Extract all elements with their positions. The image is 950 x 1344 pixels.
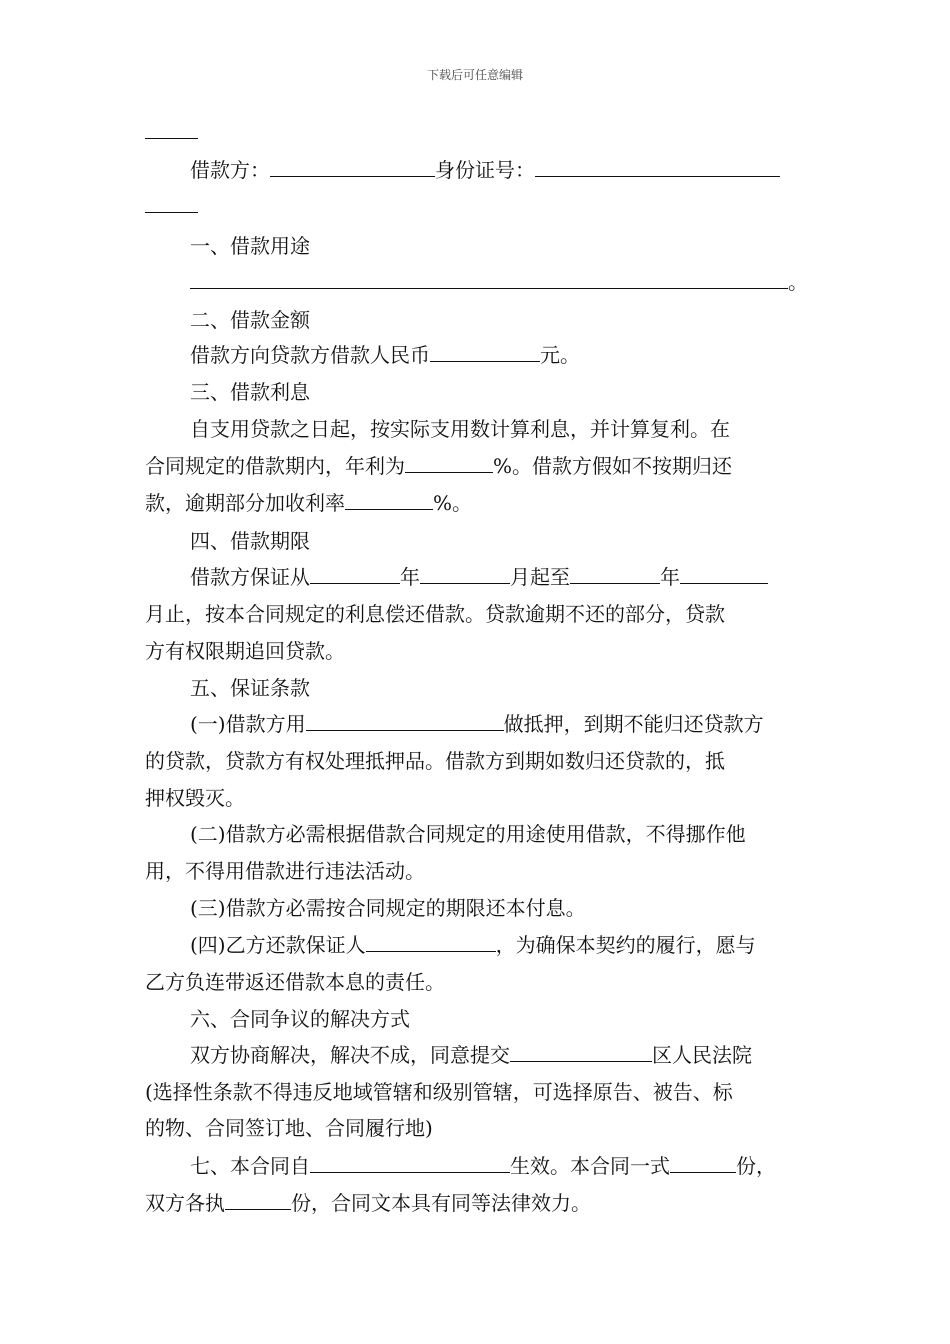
guarantee-1-line-2: 的贷款，贷款方有权处理抵押品。借款方到期如数归还贷款的，抵 — [145, 749, 725, 773]
guarantee-2-line-2: 用，不得用借款进行违法活动。 — [145, 859, 425, 883]
page-header: 下载后可任意编辑 — [426, 68, 523, 82]
amount-blank[interactable] — [430, 341, 540, 362]
dispute-line-1: 双方协商解决，解决不成，同意提交 区人民法院 — [190, 1043, 752, 1067]
purpose-blank[interactable] — [190, 268, 788, 289]
id-number-label: 身份证号： — [435, 158, 535, 182]
guarantee-1-line-1: (一)借款方用 做抵押，到期不能归还贷款方 — [190, 712, 764, 736]
overdue-rate-blank[interactable] — [345, 489, 433, 510]
copies-total-blank[interactable] — [670, 1152, 736, 1173]
court-blank[interactable] — [510, 1041, 652, 1062]
purpose-line: 。 — [190, 268, 808, 296]
section-3-heading: 三、借款利息 — [190, 380, 310, 404]
guarantee-3-line: (三)借款方必需按合同规定的期限还本付息。 — [190, 896, 586, 920]
interest-para-line-2: 合同规定的借款期内，年利为 %。借款方假如不按期归还 — [145, 454, 733, 478]
borrower-line — [190, 156, 780, 184]
section-7-line-1: 七、本合同自 生效。本合同一式 份， — [190, 1154, 776, 1178]
start-year-blank[interactable] — [310, 563, 400, 584]
annual-rate-blank[interactable] — [405, 452, 493, 473]
effective-date-blank[interactable] — [310, 1152, 510, 1173]
section-1-heading: 一、借款用途 — [190, 234, 310, 258]
dangling-blank-2 — [145, 192, 198, 220]
interest-para-line-1: 自支用贷款之日起，按实际支用数计算利息，并计算复利。在 — [190, 417, 730, 441]
term-line-2: 月止，按本合同规定的利息偿还借款。贷款逾期不还的部分，贷款 — [145, 602, 725, 626]
end-year-blank[interactable] — [570, 563, 660, 584]
copies-each-blank[interactable] — [225, 1189, 291, 1210]
section-6-heading: 六、合同争议的解决方式 — [190, 1007, 410, 1031]
interest-para-line-3: 款，逾期部分加收利率 %。 — [145, 491, 473, 515]
amount-line: 借款方向贷款方借款人民币 元。 — [190, 343, 580, 367]
borrower-label: 借款方： — [190, 158, 270, 182]
section-7-line-2: 双方各执 份，合同文本具有同等法律效力。 — [145, 1191, 591, 1215]
term-line-1: 借款方保证从 年 月起至 年 — [190, 563, 768, 591]
end-month-blank[interactable] — [680, 563, 768, 584]
guarantee-1-line-3: 押权毁灭。 — [145, 786, 245, 810]
id-number-blank[interactable] — [535, 156, 780, 177]
guarantee-4-line-1: (四)乙方还款保证人 ，为确保本契约的履行，愿与 — [190, 933, 756, 957]
borrower-blank[interactable] — [270, 156, 435, 177]
section-5-heading: 五、保证条款 — [190, 676, 310, 700]
guarantee-2-line-1: (二)借款方必需根据借款合同规定的用途使用借款，不得挪作他 — [190, 822, 746, 846]
section-2-heading: 二、借款金额 — [190, 308, 310, 332]
section-4-heading: 四、借款期限 — [190, 529, 310, 553]
dispute-line-2: (选择性条款不得违反地域管辖和级别管辖，可选择原告、被告、标 — [145, 1080, 733, 1104]
dangling-blank-top — [145, 118, 198, 146]
term-line-3: 方有权限期追回贷款。 — [145, 639, 345, 663]
guarantee-4-line-2: 乙方负连带返还借款本息的责任。 — [145, 970, 445, 994]
collateral-blank[interactable] — [306, 710, 504, 731]
guarantor-blank[interactable] — [366, 931, 496, 952]
dispute-line-3: 的物、合同签订地、合同履行地) — [145, 1116, 433, 1140]
start-month-blank[interactable] — [420, 563, 510, 584]
